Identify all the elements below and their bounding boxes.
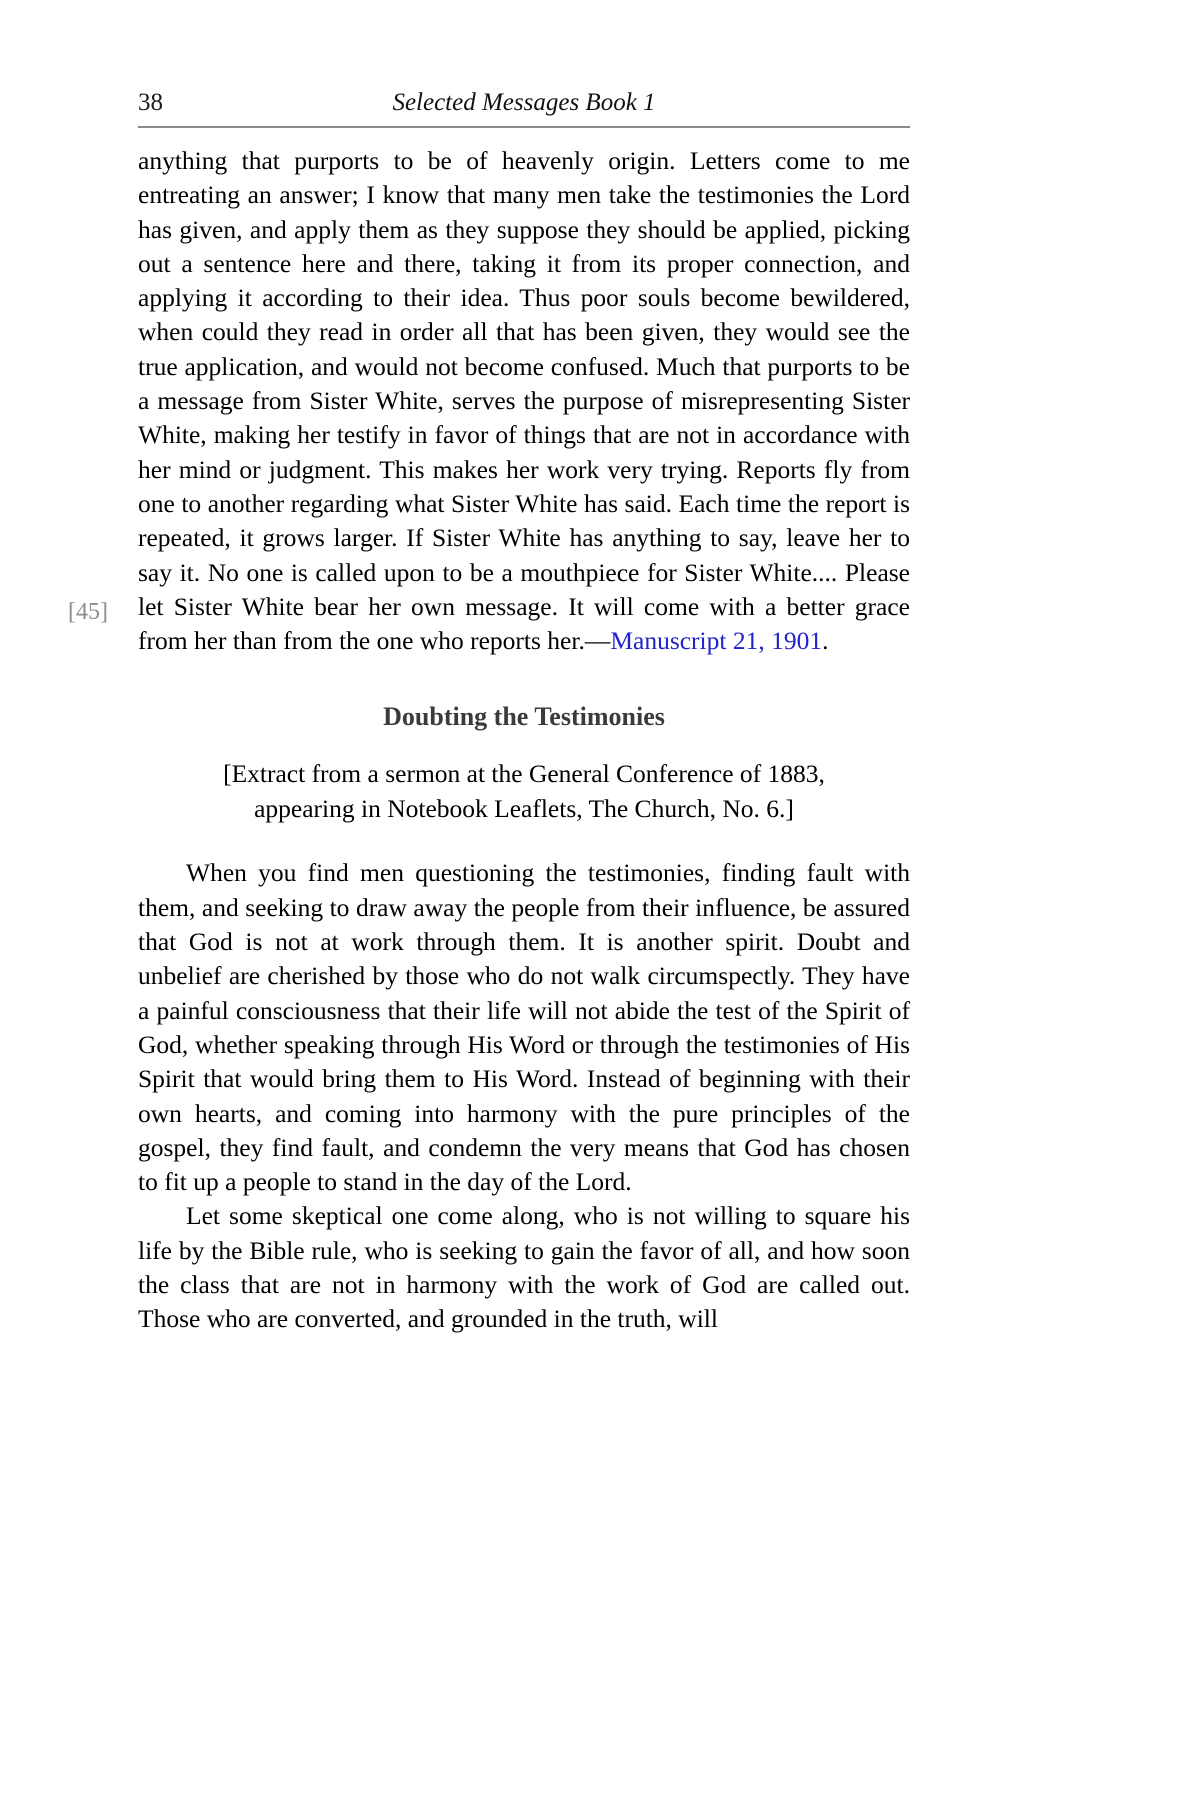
section-heading: Doubting the Testimonies [383,702,665,732]
manuscript-reference-link[interactable]: Manuscript 21, 1901 [610,626,823,656]
text-column [138,144,910,1337]
paragraph-3: Let some skeptical one come along, who is not willing to square his life by the Bible rule, who is seeking to gain the favor of all, and how soon the class that are not in harmony with the work of God are called out. Those who are converted, and grounded in the truth, will [138,1201,910,1334]
extract-note-line-2: appearing in Notebook Leaflets, The Church, No. 6.] [254,794,794,824]
spacer-before-heading [138,658,910,700]
spacer-after-heading [138,734,910,756]
page-folio-number: 38 [138,89,163,116]
paragraph-1-tail: . [822,626,829,656]
margin-page-marker: [45] [68,599,108,625]
running-head [138,88,910,122]
extract-source-note [138,756,910,826]
paragraph-2: When you find men questioning the testimonies, finding fault with them, and seeking to draw away the people from their influence, be assured that God is not at work through them. It is another spirit. Doubt and unbelief are cherished by those who do not walk circumspectly. They have a painful consciousness that their life will not abide the test of the Spirit of God, whether speaking through His Word or through the testimonies of His Spirit that would bring them to His Word. Instead of beginning with their own hearts, and coming into harmony with the pure principles of the gospel, they find fault, and condemn the very means that God has chosen to fit up a people to stand in the day of the Lord. [138,858,910,1197]
header-divider-rule [138,126,910,128]
extract-note-line-1: [Extract from a sermon at the General Conference of 1883, [223,759,825,789]
paragraph-continued [138,144,910,658]
paragraph-1-text: anything that purports to be of heavenly origin. Letters come to me entreating an answer; I know that many men take the testimonies the Lord has given, and apply them as they suppose they should be applied, picking out a sentence here and there, taking it from its proper connection, and applying it according to their idea. Thus poor souls become bewildered, when could they read in order all that has been given, they would see the true application, and would not become confused. Much that purports to be a message from Sister White, serves the purpose of misrepresenting Sister White, making her testify in favor of things that are not in accordance with her mind or judgment. This makes her work very trying. Reports fly from one to another regarding what Sister White has said. Each time the report is repeated, it grows larger. If Sister White has anything to say, leave her to say it. No one is called upon to be a mouthpiece for Sister White.... Please let Sister White bear her own message. It will come with a better grace from her than from the one who reports her.— [138,146,910,656]
spacer-after-extract [138,826,910,856]
running-head-book-title: Selected Messages Book 1 [392,89,656,116]
